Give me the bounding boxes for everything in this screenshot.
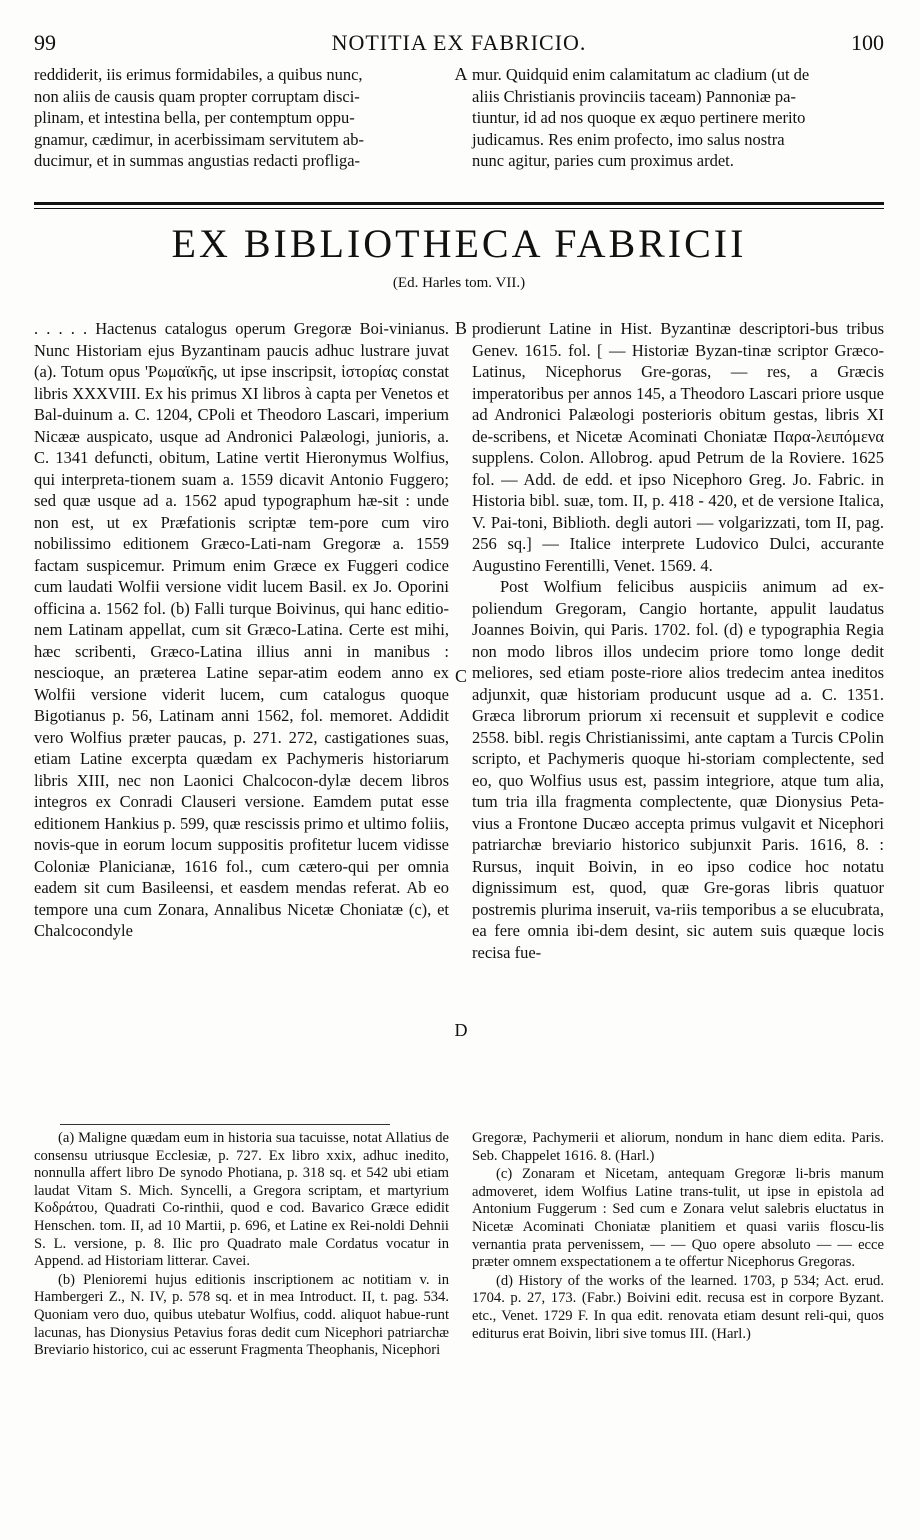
- margin-letter-d: D: [454, 1020, 468, 1040]
- running-title: NOTITIA EX FABRICIO.: [331, 30, 587, 55]
- text-line: nunc agitur, paries cum proximus ardet.: [472, 151, 734, 170]
- text-line: non aliis de causis quam propter corruptam disci-: [34, 86, 360, 106]
- footnote-b-continued: Gregoræ, Pachymerii et aliorum, nondum in hanc diem edita. Paris. Seb. Chappelet 1616. 8. (Harl.): [472, 1130, 884, 1164]
- footnotes: [34, 1130, 884, 1510]
- footnote-a: (a) Maligne quædam eum in historia sua tacuisse, notat Allatius de consensu utriusque Ecclesiæ, p. 727. Ex libro xxix, adhuc inedito, nonnulla affert libro De synodo Photiana, p. 318 sq. et 542 ubi etiam laudat Vitam S. Mich. Syncelli, a Gregora scriptam, et martyrium Κοδράτου, Quadrati Co-rinthii, quod e cod. Bavarico Græce edidit Henschen. tom. II, ad 10 Martii, p. 696, et Latine ex Rei-noldi Dehnii S. L. versione, p. 8. Ilic pro Quadrato male Cordatus vocatur in Append. ad Historiam litterar. Cavei.: [34, 1130, 449, 1270]
- section-rule-thick: [34, 202, 884, 205]
- text-line: reddiderit, iis erimus formidabiles, a quibus nunc,: [34, 65, 363, 84]
- margin-letter-b: B: [454, 318, 467, 338]
- footnote-rule: [60, 1124, 390, 1125]
- text-line: aliis Christianis provinciis taceam) Pannoniæ pa-: [472, 86, 796, 106]
- paragraph: . . . . . Hactenus catalogus operum Gregoræ Boi-vinianus. Nunc Historiam ejus Byzantinam paucis adhuc lustrare juvat (a). Totum opus 'Ρωμαϊκῆς, ut ipse inscripsit, ἱστορίας constat libris XXXVIII. Ex his primus XI libros à capta per Venetos et Bal-duinum a. C. 1204, CPoli et Theodoro Lascari, imperium Nicææ auspicato, usque ad Andronici Palæologi, junioris, a. C. 1341 defuncti, obitum, Latine vertit Hieronymus Wolfius, qui interpreta-tionem suam a. 1559 dicavit Antonio Fuggero; sed quæ usque ad a. 1562 apud typographum hæ-sit : unde non est, ut ex Præfationis scriptæ tem-pore cum viro nobilissimo editionem Græco-Lati-nam Gregoræ a. 1559 factam suspicemur. Primum enim Græce ex Fuggeri codice cum laudati Wolfii versione vidit lucem Basil. ex Jo. Oporini officina a. 1562 fol. (b) Falli turque Boivinus, qui hanc editio-nem Latinam appellat, cum sit Græco-Latina. Certe est mihi, hæc scribenti, Græco-Latina illius anni in manibus : nescioque, an præterea Latine separ-atim eodem anno ex Wolfii versione viderit lucem, cum catalogus quoque Bigotianus p. 56, Latinam anni 1562, fol. memoret. Addidit vero Wolfius præter paucas, p. 271. 272, castigationes suas, etiam Latine excerpta quædam ex Pachymeris historiarum libris XIII, nec non Laonici Chalcocon-dylæ decem libros integros ex Conradi Clauseri versione. Eamdem putat esse editionem Hankius p. 599, quæ rescissis primo et ultimo foliis, novis-que in eorum locum suppositis profitetur lucem vidisse Coloniæ Planicianæ, 1616 fol., cum cætero-qui per omnia eadem sit cum Basileensi, et easdem mendas referat. Ab eo tempore una cum Zonara, Annalibus Nicetæ Choniatæ (c), et Chalcocondyle: [34, 319, 449, 940]
- text-line: ducimur, et in summas angustias redacti profliga-: [34, 151, 361, 170]
- main-right-column: [472, 318, 884, 963]
- text-line: judicamus. Res enim profecto, imo salus nostra: [472, 129, 785, 149]
- page-number-right: 100: [851, 30, 884, 55]
- main-left-column: [34, 318, 449, 942]
- section-rule-thin: [34, 208, 884, 209]
- footnote-d: (d) History of the works of the learned. 1703, p 534; Act. erud. 1704. p. 27, 173. (Fabr.) Boivini edit. recusa est in corpore Byzant. etc., Venet. 1729 F. In qua edit. renovata etiam desunt reli-qui, quos editurus erat Boivin, libri sive tomus III. (Harl.): [472, 1272, 884, 1342]
- margin-letter-c: C: [454, 666, 467, 686]
- paragraph: prodierunt Latine in Hist. Byzantinæ descriptori-bus tribus Genev. 1615. fol. [ — Historiæ Byzan-tinæ scriptor Græco-Latinus, Nicephorus Gre-goras, — res, a Græcis imperatoribus per annos 145, a Theodoro Lascari priore usque ad Andronici Palæologi posterioris obitum gestas, libris XI de-scribens, et Nicetæ Acominati Choniatæ Παρα-λειπόμενα supplens. Colon. Allobrog. apud Petrum de la Roviere. 1625 fol. — Add. de edd. et ipso Nicephoro Greg. Jo. Fabric. in Historia bibl. suæ, tom. II, p. 418 - 420, et de versione Italica, V. Pai-toni, Biblioth. degli autori — volgarizzati, tom II, pag. 256 sq.] — Italice interprete Ludovico Dulci, accurante Augustino Ferentilli, Venet. 1569. 4.: [472, 319, 884, 575]
- paragraph: Post Wolfium felicibus auspiciis animum ad ex-poliendum Gregoram, Cangio hortante, appulit laudatus Joannes Boivin, qui Paris. 1702. fol. (d) e typographia Regia non modo libros illos undecim priore tomo longe dedit meliores, sed etiam poste-riore alios tredecim antea ineditos adjunxit, quæ historiam producunt usque ad a. C. 1351. Græca librorum priorum xi recensuit et supplevit e codice 2558. bibl. regis Christianissimi, ante captam a Turcis CPolin scripto, et Pachymeris quoque hi-storiam complectente, sed eo, quo Wolfius usus est, passim integriore, atque tum alia, tum tria illa fragmenta complectente, quæ Dionysius Peta-vius a Frontone Ducæo accepta primus vulgavit et Nicephori patriarchæ breviario historico subjunxit Paris. 1616, 8. : Rursus, inquit Boivin, in eo ipso codice hoc notatu dignissimum est, quod, quæ Gre-goras libris quatuor postremis plurima inseruit, va-riis temporibus a se elucubrata, ea fere omnia ibi-dem desint, sic autem suis quæque locis recisa fue-: [472, 577, 884, 962]
- margin-letter-a: A: [454, 64, 468, 84]
- top-right-column: [472, 64, 884, 172]
- footnotes-left-column: [34, 1130, 449, 1361]
- footnotes-right-column: [472, 1130, 884, 1344]
- page-number-left: 99: [34, 30, 56, 55]
- edition-note: (Ed. Harles tom. VII.): [392, 275, 526, 291]
- text-line: tiuntur, id ad nos quoque ex æquo pertinere merito: [472, 108, 806, 127]
- main-text: [34, 318, 884, 1118]
- top-continuation: [34, 64, 884, 194]
- section-title: EX BIBLIOTHECA FABRICII: [171, 221, 747, 266]
- page-header: [34, 30, 884, 58]
- text-line: gnamur, cædimur, in acerbissimam servitutem ab-: [34, 129, 364, 149]
- text-line: plinam, et intestina bella, per contemptum oppu-: [34, 108, 355, 127]
- footnote-c: (c) Zonaram et Nicetam, antequam Gregoræ li-bris manum admoveret, idem Wolfius Latine trans-tulit, ut ipse in epistola ad Antonium Fuggerum : Sed cum e Zonara velut salebris eluctatus in Nicetæ Acominati Choniatæ planitiem et quasi variis floscu-lis vernantia prata pervenissem, — — Quo opere absoluto — — ecce præter omnem exspectationem a te offertur Nicephorus Gregoras.: [472, 1166, 884, 1271]
- top-left-column: [34, 64, 449, 172]
- footnote-b: (b) Plenioremi hujus editionis inscriptionem ac notitiam v. in Hambergeri Z., N. IV, p. 578 sq. et in mea Introduct. II, t. pag. 534. Quoniam vero duo, quibus utebatur Wolfius, codd. aliquot habue-runt lacunas, has Dionysius Petavius foras dedit cum Nicephori patriarchæ Breviario historico, cui ac esserunt Fragmenta Theophanis, Nicephori: [34, 1271, 449, 1359]
- text-line: mur. Quidquid enim calamitatum ac cladium (ut de: [472, 65, 810, 84]
